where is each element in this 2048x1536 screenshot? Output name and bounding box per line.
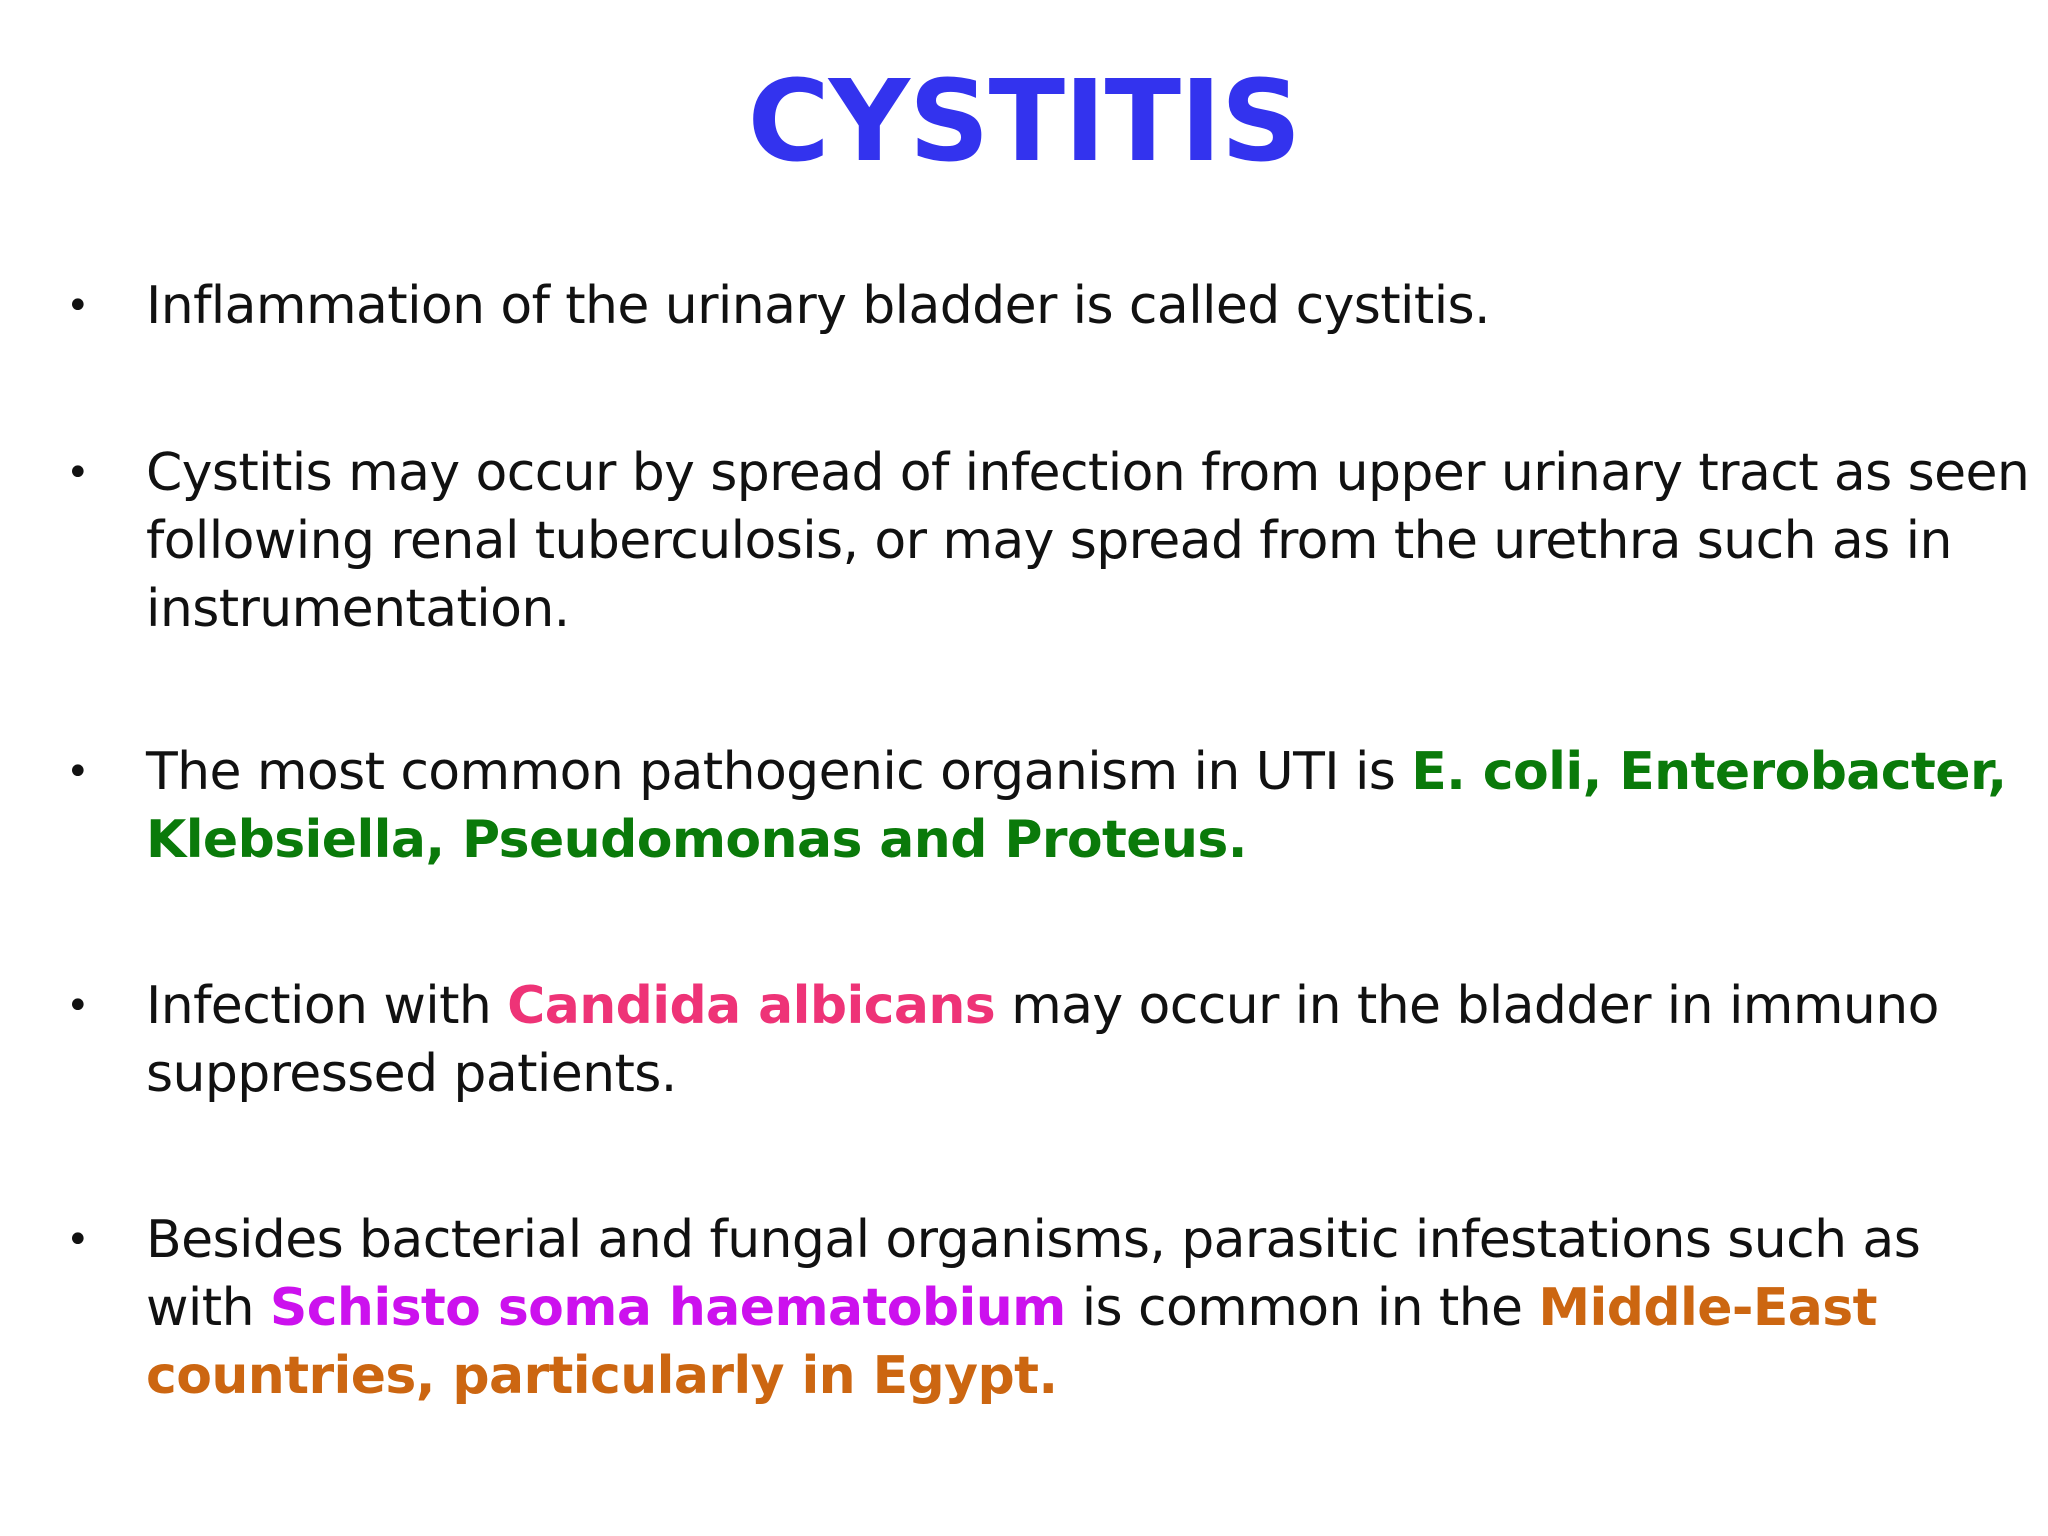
bullet-dot-icon: • xyxy=(66,450,89,496)
bullet-item-organisms xyxy=(66,738,2016,874)
parasite-highlight: Schisto soma haematobium xyxy=(269,1278,1066,1338)
fungus-highlight: Candida albicans xyxy=(507,976,996,1036)
bullet-text-line: following renal tuberculosis, or may spread from the urethra such as in xyxy=(146,511,1952,571)
bullet-item-candida xyxy=(66,972,2016,1108)
bullet-item-spread xyxy=(66,439,2030,643)
bullet-dot-icon: • xyxy=(66,1217,89,1263)
bullet-text-line xyxy=(146,738,2016,806)
region-highlight: Middle-East xyxy=(1538,1278,1877,1338)
slide-title: CYSTITIS xyxy=(747,57,1301,187)
bullet-dot-icon: • xyxy=(66,983,89,1029)
bullet-text-line: suppressed patients. xyxy=(146,1044,677,1104)
bullet-text: is common in the xyxy=(1065,1278,1539,1338)
bullet-text: The most common pathogenic organism in UTI is xyxy=(146,742,1412,802)
organism-highlight: E. coli, Enterobacter, xyxy=(1411,742,2007,802)
region-highlight: countries, particularly in Egypt. xyxy=(146,1346,1058,1406)
bullet-dot-icon: • xyxy=(66,749,89,795)
bullet-text: Inflammation of the urinary bladder is called cystitis. xyxy=(146,276,1490,336)
bullet-text: with xyxy=(146,1278,270,1338)
bullet-item-definition xyxy=(66,272,2016,340)
bullet-text-line: Besides bacterial and fungal organisms, parasitic infestations such as xyxy=(146,1210,1921,1270)
organism-highlight: Klebsiella, Pseudomonas and Proteus. xyxy=(146,810,1247,870)
bullet-text: Infection with xyxy=(146,976,508,1036)
bullet-item-parasites xyxy=(66,1206,2016,1410)
bullet-text-line: Cystitis may occur by spread of infection from upper urinary tract as seen xyxy=(146,443,2030,503)
bullet-text-line xyxy=(146,1274,2016,1342)
bullet-text: may occur in the bladder in immuno xyxy=(995,976,1939,1036)
bullet-text-line: instrumentation. xyxy=(146,579,570,639)
bullet-text-line xyxy=(146,972,2016,1040)
bullet-dot-icon: • xyxy=(66,283,89,329)
